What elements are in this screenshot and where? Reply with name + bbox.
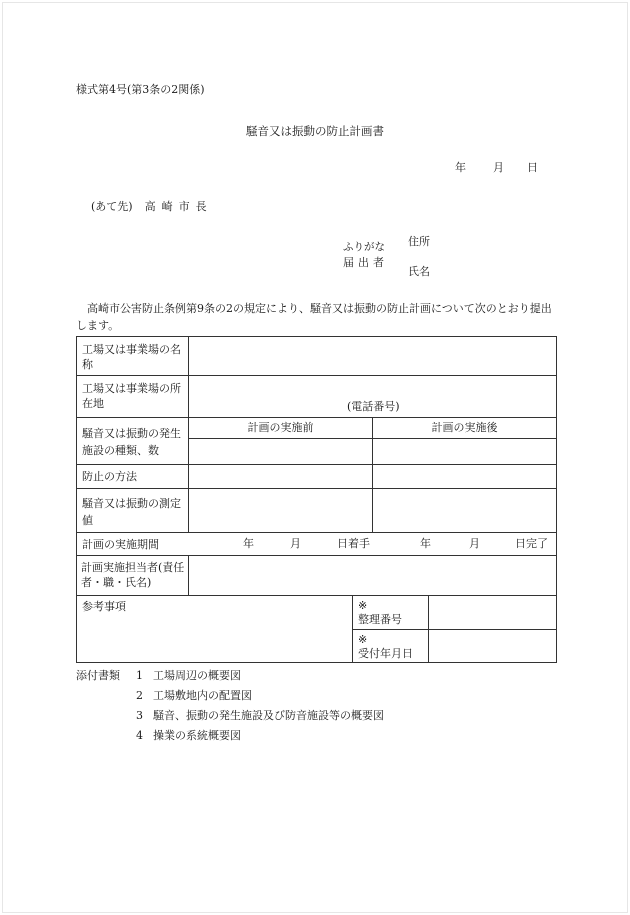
facility-after-input[interactable]: [372, 438, 557, 465]
receipt-date-label: 受付年月日: [358, 647, 413, 660]
period-end-year: 年: [420, 537, 431, 550]
reference-no-label-cell: [352, 595, 429, 630]
intro-text: 高崎市公害防止条例第9条の2の規定により、騒音又は振動の防止計画について次のとおり提出します。: [76, 302, 552, 332]
date-month: 月: [493, 161, 504, 174]
period-start-year: 年: [243, 537, 254, 550]
receipt-date-input[interactable]: [428, 629, 557, 663]
prevention-label: 防止の方法: [82, 470, 137, 483]
remarks-cell[interactable]: [76, 595, 353, 663]
measurement-after-input[interactable]: [372, 488, 557, 533]
reference-no-label: 整理番号: [358, 613, 402, 626]
period-start-day: 日着手: [337, 537, 370, 550]
measurement-label-cell: [76, 488, 189, 533]
measurement-before-input[interactable]: [188, 488, 373, 533]
attachment-item: 3 騒音、振動の発生施設及び防音施設等の概要図: [136, 709, 384, 722]
addressee-mayor: 高崎市長: [144, 200, 213, 213]
factory-name-label-cell: [76, 336, 189, 376]
attachment-item: 4 操業の系統概要図: [136, 729, 241, 742]
factory-name-input[interactable]: [188, 336, 557, 376]
remarks-label: 参考事項: [82, 600, 126, 613]
facility-before-input[interactable]: [188, 438, 373, 465]
facility-types-label: 騒音又は振動の発生施設の種類、数: [82, 427, 181, 457]
receipt-date-label-cell: [352, 629, 429, 663]
addressee-prefix: (あて先): [91, 200, 133, 213]
period-end-month: 月: [469, 537, 480, 550]
after-header: 計画の実施後: [431, 421, 498, 434]
attachment-item: 1 工場周辺の概要図: [136, 669, 241, 682]
prevention-after-input[interactable]: [372, 464, 557, 489]
document-title: 騒音又は振動の防止計画書: [246, 124, 384, 138]
person-in-charge-label: 計画実施担当者(責任者・職・氏名): [81, 561, 185, 589]
measurement-label: 騒音又は振動の測定値: [82, 497, 181, 527]
date-year: 年: [455, 161, 466, 174]
period-row: [76, 532, 557, 556]
person-label-cell: [76, 555, 189, 596]
attachments-list: [136, 666, 384, 746]
addressee: [91, 200, 213, 214]
phone-label: (電話番号): [347, 400, 400, 413]
prevention-label-cell: [76, 464, 189, 489]
date-day: 日: [527, 161, 538, 174]
furigana-label: ふりがな: [343, 241, 385, 253]
before-header-cell: [188, 417, 373, 439]
factory-location-label: 工場又は事業場の所在地: [82, 382, 181, 410]
period-start-month: 月: [290, 537, 301, 550]
before-header: 計画の実施前: [247, 421, 314, 434]
attachment-item: 2 工場敷地内の配置図: [136, 689, 252, 702]
application-form-table: [76, 336, 557, 663]
receipt-date-mark: ※: [358, 633, 368, 646]
name-label: 氏名: [408, 265, 430, 278]
address-label: 住所: [408, 235, 430, 248]
after-header-cell: [372, 417, 557, 439]
person-in-charge-input[interactable]: [188, 555, 557, 596]
form-number: 様式第4号(第3条の2関係): [76, 83, 205, 96]
attachments-label: 添付書類: [76, 669, 120, 682]
period-end-day: 日完了: [515, 537, 548, 550]
factory-name-label: 工場又は事業場の名称: [82, 343, 181, 371]
facility-types-label-cell: [76, 417, 189, 465]
factory-location-label-cell: [76, 375, 189, 418]
reference-no-mark: ※: [358, 599, 368, 612]
reference-no-input[interactable]: [428, 595, 557, 630]
factory-location-input[interactable]: [188, 375, 557, 418]
notifier-label: 届出者: [343, 256, 388, 269]
period-label: 計画の実施期間: [82, 538, 159, 551]
prevention-before-input[interactable]: [188, 464, 373, 489]
